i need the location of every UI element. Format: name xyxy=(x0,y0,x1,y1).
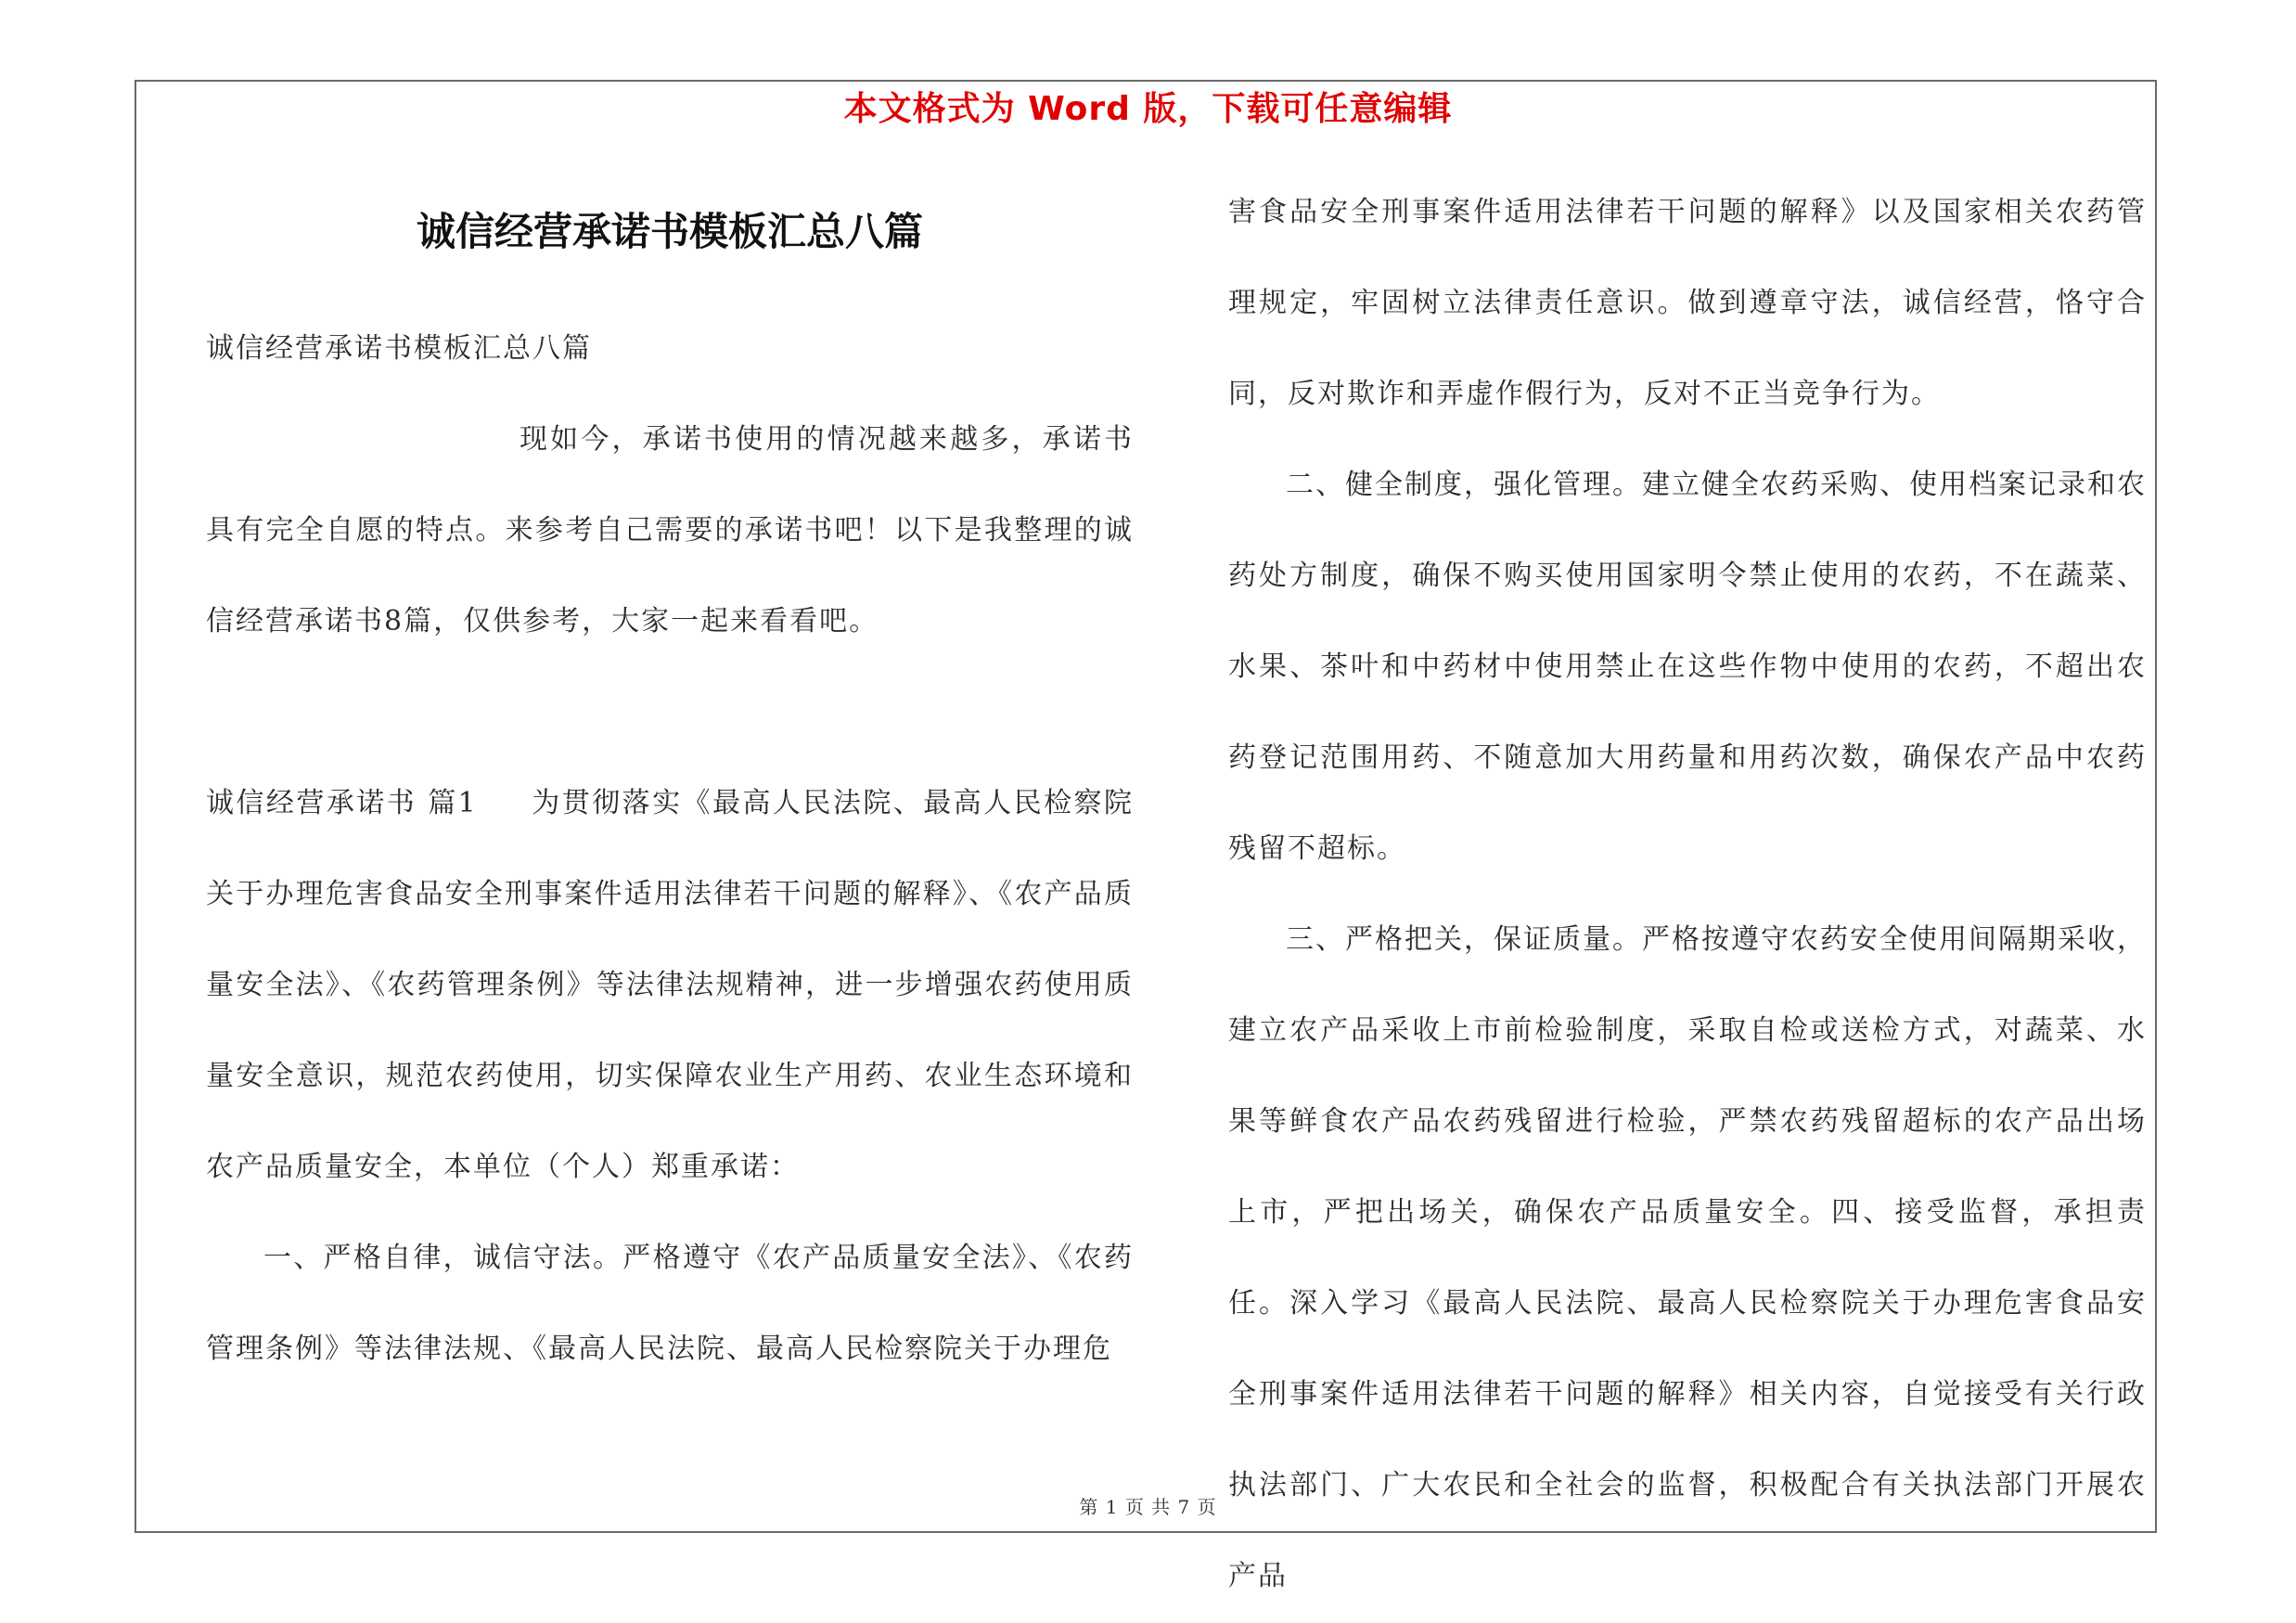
document-title: 诚信经营承诺书模板汇总八篇 xyxy=(416,209,923,254)
section-1-paragraph xyxy=(206,758,1134,1213)
commitment-point-1-continued: 害食品安全刑事案件适用法律若干问题的解释》以及国家相关农药管理规定，牢固树立法律责任意识。做到遵章守法，诚信经营，恪守合同，反对欺诈和弄虚作假行为，反对不正当竞争行为。 xyxy=(1228,196,2147,410)
format-banner: 本文格式为 Word 版，下载可任意编辑 xyxy=(843,90,1453,128)
left-column xyxy=(206,303,1134,1395)
page-number: 第 1 页 共 7 页 xyxy=(1079,1496,1217,1518)
section-1-heading: 诚信经营承诺书 篇1 xyxy=(206,787,478,819)
commitment-point-2: 二、健全制度，强化管理。建立健全农药采购、使用档案记录和农药处方制度，确保不购买使用国家明令禁止使用的农药，不在蔬菜、水果、茶叶和中药材中使用禁止在这些作物中使用的农药，不超出农药登记范围用药、不随意加大用药量和用药次数，确保农产品中农药残留不超标。 xyxy=(1228,469,2147,865)
section-1-body: 为贯彻落实《最高人民法院、最高人民检察院关于办理危害食品安全刑事案件适用法律若干问题的解释》、《农产品质量安全法》、《农药管理条例》等法律法规精神，进一步增强农药使用质量安全意识，规范农药使用，切实保障农业生产用药、农业生态环境和农产品质量安全，本单位（个人）郑重承诺： xyxy=(206,787,1135,1183)
document-subtitle: 诚信经营承诺书模板汇总八篇 xyxy=(206,332,592,365)
commitment-point-3: 三、严格把关，保证质量。严格按遵守农药安全使用间隔期采收，建立农产品采收上市前检验制度，采取自检或送检方式，对蔬菜、水果等鲜食农产品农药残留进行检验，严禁农药残留超标的农产品出场上市，严把出场关，确保农产品质量安全。四、接受监督，承担责任。深入学习《最高人民法院、最高人民检察院关于办理危害食品安全刑事案件适用法律若干问题的解释》相关内容，自觉接受有关行政执法部门、广大农民和全社会的监督，积极配合有关执法部门开展农产品 xyxy=(1228,923,2147,1592)
intro-paragraph: 现如今，承诺书使用的情况越来越多，承诺书具有完全自愿的特点。来参考自己需要的承诺书吧！以下是我整理的诚信经营承诺书8篇，仅供参考，大家一起来看看吧。 xyxy=(206,423,1134,638)
commitment-point-1: 一、严格自律，诚信守法。严格遵守《农产品质量安全法》、《农药管理条例》等法律法规、《最高人民法院、最高人民检察院关于办理危 xyxy=(206,1242,1134,1365)
right-column xyxy=(1228,167,2147,1622)
paragraph-spacer xyxy=(206,667,1134,758)
